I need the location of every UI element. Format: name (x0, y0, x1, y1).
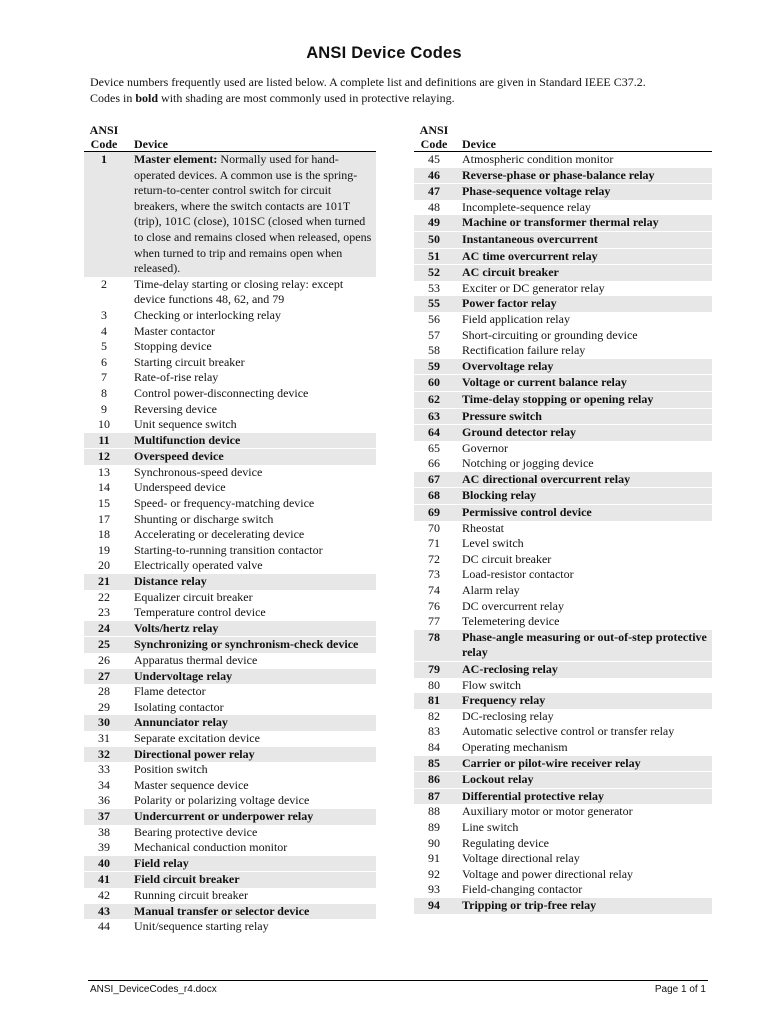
device-code: 25 (84, 637, 124, 653)
device-description: Permissive control device (454, 505, 712, 521)
device-code: 51 (414, 248, 454, 265)
device-code: 36 (98, 793, 110, 808)
left-table-body (84, 152, 376, 935)
device-code: 82 (428, 708, 440, 723)
device-description: Telemetering device (462, 614, 560, 629)
device-code: 29 (98, 699, 110, 714)
table-row (414, 788, 712, 804)
device-description: Undercurrent or underpower relay (124, 809, 376, 825)
table-row (414, 724, 712, 740)
device-description: Alarm relay (462, 583, 520, 598)
device-description: Line switch (462, 819, 519, 834)
device-code: 79 (414, 662, 454, 678)
device-code: 78 (414, 630, 454, 662)
device-description: Instantaneous overcurrent (454, 231, 712, 248)
device-description: Rheostat (462, 520, 504, 535)
table-row (84, 590, 376, 606)
footer-page-number: Page 1 of 1 (654, 984, 706, 995)
intro-paragraph (90, 74, 710, 106)
table-row (414, 391, 712, 408)
table-row (84, 449, 376, 465)
table-row (84, 669, 376, 685)
device-description: Manual transfer or selector device (124, 904, 376, 920)
table-row (84, 574, 376, 590)
device-description: Distance relay (124, 574, 376, 590)
device-description: Ground detector relay (454, 425, 712, 441)
table-row (84, 277, 376, 308)
device-code: 17 (98, 511, 110, 526)
device-code: 92 (428, 866, 440, 881)
device-code: 57 (428, 327, 440, 342)
table-row (414, 709, 712, 725)
device-code: 19 (98, 542, 110, 557)
table-row (414, 168, 712, 184)
table-row (84, 339, 376, 355)
table-row (414, 200, 712, 216)
footer-filename: ANSI_DeviceCodes_r4.docx (90, 984, 217, 995)
device-code: 88 (428, 804, 440, 819)
device-code: 18 (98, 527, 110, 542)
table-row (414, 693, 712, 709)
code-header-line-1: ANSI (89, 123, 119, 137)
device-code: 74 (428, 583, 440, 598)
device-description: DC-reclosing relay (462, 708, 554, 723)
device-detail: Normally used for hand-operated devices. A common use is the spring-return-to-center control switch for circuit breakers, where the switch contacts are 101T (trip), 101C (close), 101SC (closed when turned to close and remains closed when released, opens when turned to trip and remains open when released). (134, 152, 372, 276)
table-row (84, 402, 376, 418)
table-row (414, 281, 712, 297)
left-table-header (84, 123, 376, 152)
device-code: 42 (98, 887, 110, 902)
device-code: 27 (84, 669, 124, 685)
table-row (84, 919, 376, 935)
device-description: Time-delay stopping or opening relay (454, 391, 712, 408)
device-code: 91 (428, 851, 440, 866)
device-description: Overspeed device (124, 449, 376, 465)
table-row (84, 731, 376, 747)
device-description: Machine or transformer thermal relay (454, 215, 712, 231)
table-row (414, 296, 712, 312)
device-description: Load-resistor contactor (462, 567, 574, 582)
device-description: AC circuit breaker (454, 265, 712, 281)
device-code: 43 (84, 904, 124, 920)
table-row (84, 888, 376, 904)
device-code: 10 (98, 417, 110, 432)
right-table-body (414, 152, 712, 914)
device-code: 31 (98, 730, 110, 745)
device-code: 21 (84, 574, 124, 590)
table-row (414, 248, 712, 265)
table-row (414, 265, 712, 281)
device-description: Directional power relay (124, 747, 376, 763)
left-device-table (84, 123, 376, 935)
device-description: Blocking relay (454, 488, 712, 505)
table-row (414, 488, 712, 505)
table-row (84, 778, 376, 794)
device-description: Phase-angle measuring or out-of-step protective relay (454, 630, 712, 662)
device-code: 59 (414, 359, 454, 375)
device-code: 63 (414, 408, 454, 425)
page-title: ANSI Device Codes (306, 44, 462, 62)
table-row (414, 456, 712, 472)
device-description: Atmospheric condition monitor (462, 152, 614, 166)
code-header-line-1: ANSI (419, 123, 449, 137)
table-row (414, 375, 712, 392)
device-description: Tripping or trip-free relay (454, 898, 712, 914)
device-description: Short-circuiting or grounding device (462, 327, 638, 342)
device-description: Exciter or DC generator relay (462, 280, 605, 295)
table-row (84, 417, 376, 433)
device-description: Speed- or frequency-matching device (134, 496, 315, 511)
device-code: 58 (428, 343, 440, 358)
device-description: Reverse-phase or phase-balance relay (454, 168, 712, 184)
intro-line-1: Device numbers frequently used are listed below. A complete list and definitions are given in Standard IEEE C37.2. (90, 75, 646, 89)
device-description: Equalizer circuit breaker (134, 589, 253, 604)
table-row (84, 355, 376, 371)
device-description: Automatic selective control or transfer relay (462, 724, 675, 739)
device-code: 26 (98, 653, 110, 667)
table-row (84, 543, 376, 559)
device-description: Polarity or polarizing voltage device (134, 793, 310, 808)
device-code: 80 (428, 677, 440, 692)
table-row (84, 152, 376, 277)
table-row (84, 904, 376, 920)
table-row (84, 872, 376, 888)
device-code: 45 (428, 152, 440, 166)
table-row (84, 386, 376, 402)
device-description: Power factor relay (454, 296, 712, 312)
device-description: Field relay (124, 856, 376, 872)
table-row (414, 614, 712, 630)
device-code: 24 (84, 621, 124, 637)
code-column-header (84, 123, 124, 152)
table-row (414, 898, 712, 914)
device-code: 73 (428, 567, 440, 582)
device-code: 9 (101, 401, 107, 416)
device-code: 67 (414, 472, 454, 488)
device-description: Governor (462, 440, 508, 455)
device-description: Unit sequence switch (134, 417, 237, 432)
device-code: 65 (428, 440, 440, 455)
table-row (84, 840, 376, 856)
device-code: 70 (428, 520, 440, 535)
table-row (414, 882, 712, 898)
table-row (414, 343, 712, 359)
device-description: Shunting or discharge switch (134, 511, 274, 526)
device-description: Voltage directional relay (462, 851, 580, 866)
device-code: 66 (428, 456, 440, 471)
device-column-header: Device (124, 123, 376, 152)
table-row (414, 359, 712, 375)
device-code: 71 (428, 536, 440, 551)
table-row (414, 215, 712, 231)
device-code: 15 (98, 496, 110, 511)
table-row (84, 496, 376, 512)
device-code: 90 (428, 835, 440, 850)
device-code: 49 (414, 215, 454, 231)
device-code: 34 (98, 777, 110, 792)
table-row (84, 653, 376, 669)
device-description (124, 152, 376, 277)
device-code: 2 (101, 276, 107, 291)
table-row (414, 425, 712, 441)
device-code: 38 (98, 824, 110, 839)
table-row (84, 809, 376, 825)
device-description: Electrically operated valve (134, 558, 263, 573)
table-row (84, 465, 376, 481)
table-row (414, 678, 712, 694)
device-code: 7 (101, 370, 107, 385)
device-description: Multifunction device (124, 433, 376, 449)
device-description: Operating mechanism (462, 739, 568, 754)
device-description: Checking or interlocking relay (134, 307, 281, 322)
device-description: Undervoltage relay (124, 669, 376, 685)
device-description: Stopping device (134, 339, 212, 354)
table-row (414, 772, 712, 789)
device-description: Temperature control device (134, 605, 266, 620)
device-code: 28 (98, 684, 110, 699)
table-row (414, 630, 712, 662)
device-description: Synchronizing or synchronism-check device (124, 637, 376, 653)
table-row (414, 851, 712, 867)
device-code: 72 (428, 551, 440, 566)
device-code: 47 (414, 184, 454, 200)
table-row (84, 527, 376, 543)
table-row (414, 441, 712, 457)
device-description: Master contactor (134, 323, 215, 338)
table-row (414, 756, 712, 772)
device-description: Voltage or current balance relay (454, 375, 712, 392)
device-code: 50 (414, 231, 454, 248)
device-description: Apparatus thermal device (134, 653, 258, 667)
device-description: Position switch (134, 762, 208, 777)
table-row (84, 825, 376, 841)
device-code: 1 (84, 152, 124, 277)
table-row (414, 662, 712, 678)
table-row (84, 793, 376, 809)
device-code: 33 (98, 762, 110, 777)
device-code: 52 (414, 265, 454, 281)
table-row (84, 715, 376, 731)
device-description: Auxiliary motor or motor generator (462, 804, 633, 819)
device-code: 56 (428, 311, 440, 326)
device-description: Time-delay starting or closing relay: except device functions 48, 62, and 79 (134, 276, 344, 307)
device-code: 77 (428, 614, 440, 629)
device-code: 86 (414, 772, 454, 789)
table-row (414, 328, 712, 344)
table-row (414, 740, 712, 756)
device-description: Starting circuit breaker (134, 354, 245, 369)
table-row (414, 820, 712, 836)
device-code: 20 (98, 558, 110, 573)
device-code: 69 (414, 505, 454, 521)
device-description: DC overcurrent relay (462, 598, 564, 613)
device-code: 53 (428, 280, 440, 295)
table-row (414, 567, 712, 583)
device-code: 81 (414, 693, 454, 709)
table-row (84, 637, 376, 653)
intro-line-2-start: Codes in (90, 91, 136, 105)
table-row (84, 762, 376, 778)
device-description: Carrier or pilot-wire receiver relay (454, 756, 712, 772)
device-description: Accelerating or decelerating device (134, 527, 305, 542)
device-code: 32 (84, 747, 124, 763)
device-code: 30 (84, 715, 124, 731)
device-code: 14 (98, 480, 110, 495)
table-row (84, 480, 376, 496)
table-row (414, 521, 712, 537)
device-code: 11 (84, 433, 124, 449)
device-code: 44 (98, 919, 110, 934)
device-description: AC-reclosing relay (454, 662, 712, 678)
device-description: Phase-sequence voltage relay (454, 184, 712, 200)
table-row (414, 552, 712, 568)
device-description: Synchronous-speed device (134, 464, 263, 479)
device-description: Underspeed device (134, 480, 226, 495)
device-description: Bearing protective device (134, 824, 258, 839)
device-description: Level switch (462, 536, 524, 551)
device-code: 83 (428, 724, 440, 739)
device-description: Frequency relay (454, 693, 712, 709)
device-code: 46 (414, 168, 454, 184)
device-code: 48 (428, 199, 440, 214)
device-code: 5 (101, 339, 107, 354)
device-description: Lockout relay (454, 772, 712, 789)
device-description: Pressure switch (454, 408, 712, 425)
device-description: Isolating contactor (134, 699, 224, 714)
device-code: 87 (414, 788, 454, 804)
table-row (84, 684, 376, 700)
device-code: 62 (414, 391, 454, 408)
device-code: 76 (428, 598, 440, 613)
device-code: 13 (98, 464, 110, 479)
device-column-header: Device (454, 123, 712, 152)
device-code: 12 (84, 449, 124, 465)
device-description: Unit/sequence starting relay (134, 919, 269, 934)
table-row (414, 583, 712, 599)
table-row (84, 700, 376, 716)
device-code: 89 (428, 819, 440, 834)
device-description: Flame detector (134, 684, 206, 699)
device-description: Rectification failure relay (462, 343, 586, 358)
table-row (414, 152, 712, 168)
table-row (414, 472, 712, 488)
device-description: Differential protective relay (454, 788, 712, 804)
device-code: 6 (101, 354, 107, 369)
device-description: Annunciator relay (124, 715, 376, 731)
device-code: 41 (84, 872, 124, 888)
table-row (414, 312, 712, 328)
code-column-header (414, 123, 454, 152)
device-code: 22 (98, 589, 110, 604)
table-row (84, 433, 376, 449)
device-description: AC time overcurrent relay (454, 248, 712, 265)
table-row (414, 536, 712, 552)
device-description: Flow switch (462, 677, 522, 692)
device-code: 84 (428, 739, 440, 754)
device-code: 4 (101, 323, 107, 338)
table-row (84, 308, 376, 324)
device-description: Mechanical conduction monitor (134, 840, 288, 855)
device-description: Separate excitation device (134, 730, 260, 745)
table-row (414, 505, 712, 521)
device-code: 64 (414, 425, 454, 441)
device-code: 3 (101, 307, 107, 322)
intro-bold-word: bold (135, 91, 159, 105)
device-code: 94 (414, 898, 454, 914)
device-description: Running circuit breaker (134, 887, 248, 902)
table-row (84, 324, 376, 340)
device-description: Volts/hertz relay (124, 621, 376, 637)
code-header-line-2: Code (420, 137, 448, 151)
device-description: Rate-of-rise relay (134, 370, 219, 385)
device-name: Master element: (134, 152, 218, 166)
table-row (84, 621, 376, 637)
device-code: 93 (428, 882, 440, 897)
footer-divider (88, 980, 708, 981)
device-code: 60 (414, 375, 454, 392)
device-code: 8 (101, 385, 107, 400)
device-code: 55 (414, 296, 454, 312)
device-code: 23 (98, 605, 110, 620)
device-description: Field application relay (462, 311, 570, 326)
device-code: 68 (414, 488, 454, 505)
device-description: Field circuit breaker (124, 872, 376, 888)
table-row (414, 184, 712, 200)
device-description: Regulating device (462, 835, 549, 850)
device-code: 85 (414, 756, 454, 772)
device-description: Field-changing contactor (462, 882, 583, 897)
table-row (84, 512, 376, 528)
table-row (414, 836, 712, 852)
table-row (414, 231, 712, 248)
device-description: Notching or jogging device (462, 456, 594, 471)
table-row (84, 558, 376, 574)
device-description: Starting-to-running transition contactor (134, 542, 323, 557)
device-description: DC circuit breaker (462, 551, 552, 566)
table-row (84, 856, 376, 872)
device-description: AC directional overcurrent relay (454, 472, 712, 488)
table-row (414, 408, 712, 425)
device-code: 39 (98, 840, 110, 855)
device-code: 37 (84, 809, 124, 825)
device-description: Incomplete-sequence relay (462, 199, 591, 214)
intro-line-2-end: with shading are most commonly used in protective relaying. (158, 91, 455, 105)
table-row (84, 370, 376, 386)
table-row (414, 867, 712, 883)
table-row (84, 605, 376, 621)
right-table-header (414, 123, 712, 152)
table-row (414, 804, 712, 820)
table-row (414, 599, 712, 615)
device-description: Voltage and power directional relay (462, 866, 634, 881)
device-description: Overvoltage relay (454, 359, 712, 375)
device-description: Master sequence device (134, 777, 249, 792)
right-device-table (414, 123, 712, 914)
device-description: Reversing device (134, 401, 217, 416)
code-header-line-2: Code (90, 137, 118, 151)
device-code: 40 (84, 856, 124, 872)
device-description: Control power-disconnecting device (134, 385, 309, 400)
table-row (84, 747, 376, 763)
